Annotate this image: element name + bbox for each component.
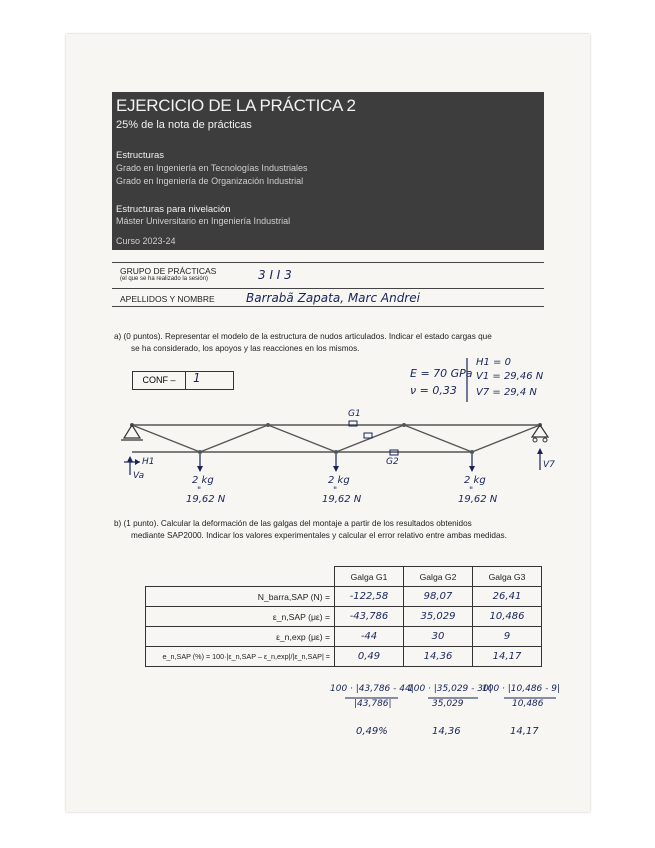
table-header-row — [146, 567, 542, 587]
table-cell: 0,49 — [357, 651, 381, 662]
exercise-title: EJERCICIO DE LA PRÁCTICA 2 — [116, 96, 356, 115]
col-header-g3: Galga G3 — [473, 567, 542, 587]
gauge-g3 — [364, 433, 372, 438]
diag-3 — [268, 425, 336, 452]
table-cell: 26,41 — [492, 591, 522, 602]
degree-line-1: Grado en Ingeniería en Tecnologías Industriales — [116, 163, 308, 173]
question-a-line-2: se ha considerado, los apoyos y las reacciones en los mismos. — [131, 344, 360, 353]
table-cell: -43,786 — [349, 611, 389, 622]
note-v1: V1 = 29,46 N — [476, 371, 544, 382]
results-table — [145, 566, 542, 667]
table-cell: 9 — [503, 631, 511, 642]
load-arrow-head-2 — [333, 466, 339, 472]
note-v7: V7 = 29,4 N — [476, 387, 537, 398]
table-cell: 35,029 — [420, 611, 456, 622]
diag-2 — [200, 425, 268, 452]
calc-1-num: 100 · |43,786 - 44| — [330, 684, 414, 694]
table-cell: -122,58 — [349, 591, 389, 602]
question-b-line-1: b) (1 punto). Calcular la deformación de las galgas del montaje a partir de los resultados obtenidos — [114, 519, 472, 528]
diag-6 — [472, 425, 540, 452]
question-a-line-1: a) (0 puntos). Representar el modelo de la estructura de nudos articulados. Indicar el estado cargas que — [114, 332, 492, 341]
table-row — [146, 627, 542, 647]
roller-wheel — [543, 438, 547, 442]
section-nivelacion: Estructuras para nivelación — [116, 204, 231, 215]
table-row — [146, 587, 542, 607]
load-1-n: 19,62 N — [186, 494, 226, 505]
load-3-n: 19,62 N — [458, 494, 498, 505]
note-e: E = 70 GPa — [410, 367, 473, 380]
table-cell: 10,486 — [489, 611, 525, 622]
row-label: N_barra,SAP (N) = — [146, 587, 335, 607]
load-2-eq: " — [333, 486, 338, 496]
diag-5 — [404, 425, 472, 452]
conf-label: CONF – — [133, 372, 186, 389]
group-note: (el que se ha realizado la sesión) — [120, 276, 209, 282]
col-header-g2: Galga G2 — [404, 567, 473, 587]
degree-line-2: Grado en Ingeniería de Organización Industrial — [116, 176, 304, 186]
table-cell: -44 — [360, 631, 378, 642]
table-cell: 14,36 — [423, 651, 453, 662]
row-label: ε_n,SAP (με) = — [146, 607, 335, 627]
table-cell: 14,17 — [492, 651, 522, 662]
calc-1-den: |43,786| — [354, 699, 392, 709]
group-label-text: GRUPO DE PRÁCTICAS — [120, 266, 217, 276]
name-label: APELLIDOS Y NOMBRE — [120, 294, 215, 304]
load-1-eq: " — [197, 486, 202, 496]
table-row — [146, 647, 542, 667]
label-g2: G2 — [386, 457, 399, 467]
load-3-eq: " — [469, 486, 474, 496]
master-line: Máster Universitario en Ingeniería Industrial — [116, 216, 291, 226]
calc-2-den: 35,029 — [432, 699, 464, 709]
question-b-line-2: mediante SAP2000. Indicar los valores experimentales y calcular el error relativo entre ambas medidas. — [131, 531, 507, 540]
load-arrow-head-3 — [469, 466, 475, 472]
va-arrow-head — [127, 456, 133, 462]
calc-3-result: 14,17 — [510, 726, 539, 737]
calc-3-num: 100 · |10,486 - 9| — [482, 684, 561, 694]
note-nu: ν = 0,33 — [410, 384, 457, 397]
load-3-kg: 2 kg — [464, 475, 486, 486]
load-2-n: 19,62 N — [322, 494, 362, 505]
label-g1: G1 — [348, 409, 361, 419]
label-v7: V7 — [543, 460, 555, 470]
label-h1: H1 — [142, 457, 155, 467]
table-cell: 98,07 — [423, 591, 453, 602]
group-value: 3 I I 3 — [258, 268, 292, 282]
table-cell: 30 — [431, 631, 445, 642]
load-2-kg: 2 kg — [328, 475, 350, 486]
calc-2-result: 14,36 — [432, 726, 461, 737]
course-year: Curso 2023-24 — [116, 236, 176, 246]
row-label: e_n,SAP (%) = 100·|ε_n,SAP – ε_n,exp|/|ε_n,SAP| = — [146, 647, 335, 667]
label-va: Va — [133, 471, 145, 481]
col-header-g1: Galga G1 — [335, 567, 404, 587]
table-row — [146, 607, 542, 627]
h1-arrow-head — [135, 459, 140, 465]
note-h1: H1 = 0 — [476, 357, 511, 368]
exercise-subtitle: 25% de la nota de prácticas — [116, 119, 252, 131]
name-value: Barrabã Zapata, Marc Andrei — [246, 291, 420, 305]
conf-value: 1 — [193, 371, 201, 385]
calc-3-den: 10,486 — [512, 699, 544, 709]
calc-1-result: 0,49% — [356, 726, 388, 737]
diag-1 — [132, 425, 200, 452]
row-label: ε_n,exp (με) = — [146, 627, 335, 647]
v7-arrow-head — [537, 448, 543, 454]
section-estructuras: Estructuras — [116, 150, 165, 161]
load-arrow-head-1 — [197, 466, 203, 472]
load-1-kg: 2 kg — [192, 475, 214, 486]
roller-wheel — [533, 438, 537, 442]
calc-2-num: 100 · |35,029 - 30| — [408, 684, 492, 694]
